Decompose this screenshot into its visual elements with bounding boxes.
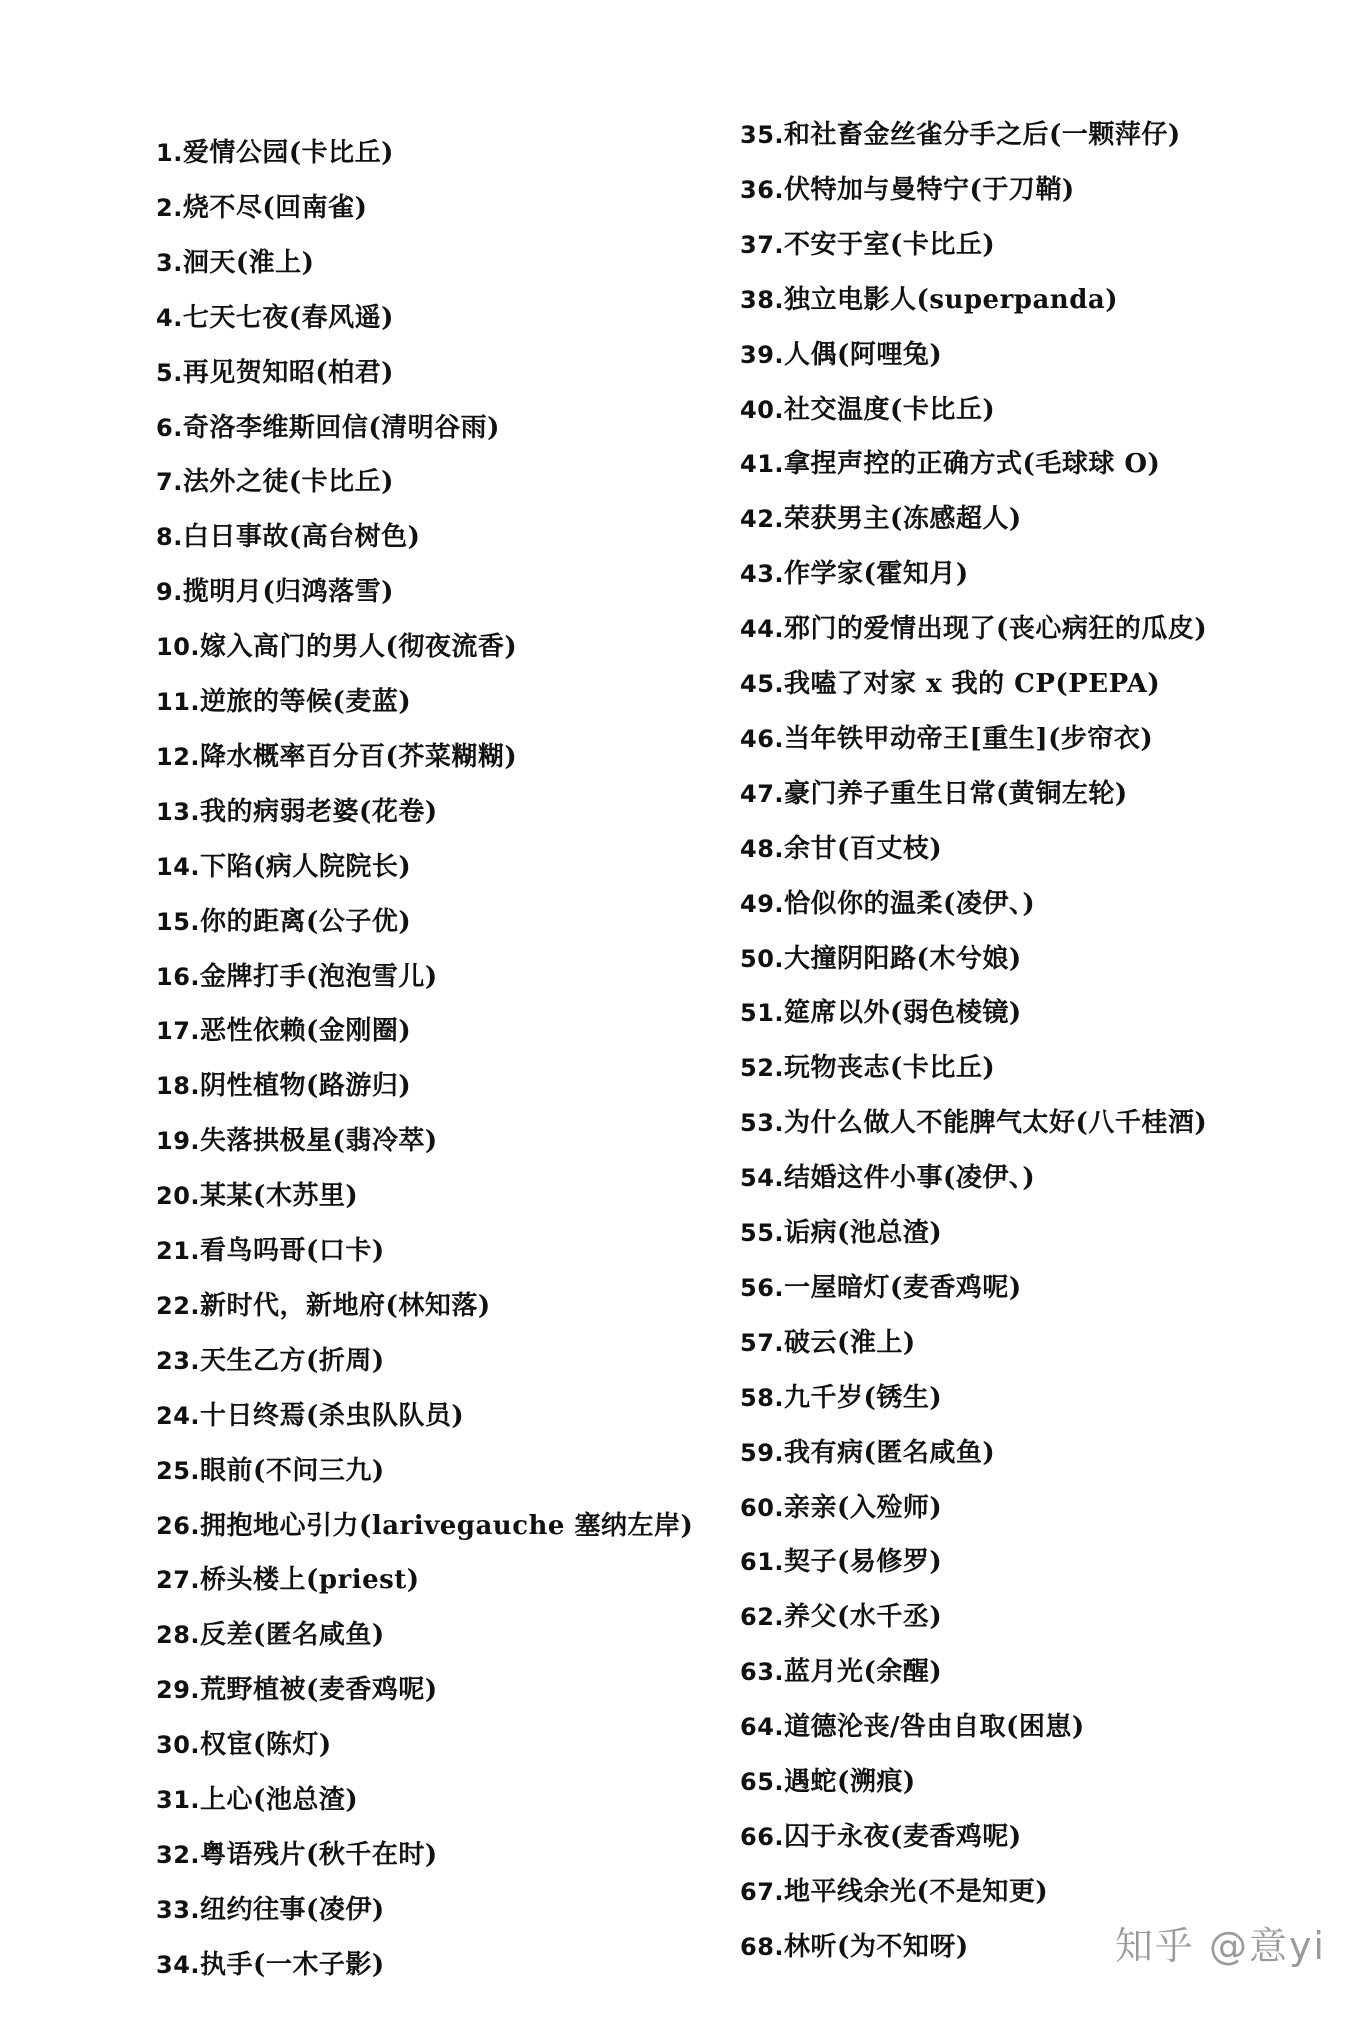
list-item <box>740 1545 942 1579</box>
list-item <box>740 502 1022 536</box>
list-item <box>156 136 394 170</box>
item-title: 天生乙方(折周) <box>200 1345 385 1376</box>
list-item <box>740 557 969 591</box>
list-item <box>156 411 500 445</box>
list-item <box>156 1838 438 1872</box>
item-number: 7. <box>156 468 183 497</box>
item-title: 人偶(阿哩兔) <box>784 339 943 370</box>
list-item <box>740 1655 942 1689</box>
item-number: 19. <box>156 1127 201 1156</box>
item-title: 地平线余光(不是知更) <box>784 1876 1049 1907</box>
list-item <box>740 1436 995 1470</box>
list-item <box>740 118 1181 152</box>
item-number: 27. <box>156 1566 201 1595</box>
item-title: 粤语残片(秋千在时) <box>200 1839 438 1870</box>
item-title: 豪门养子重生日常(黄铜左轮) <box>784 778 1128 809</box>
list-item <box>156 1179 358 1213</box>
item-number: 25. <box>156 1456 201 1485</box>
item-title: 契子(易修罗) <box>784 1547 943 1578</box>
item-number: 52. <box>740 1054 785 1083</box>
item-number: 34. <box>156 1950 201 1979</box>
item-title: 揽明月(归鸿落雪) <box>182 577 394 608</box>
list-item <box>740 667 1160 701</box>
item-title: 阴性植物(路游归) <box>200 1071 412 1102</box>
item-number: 22. <box>156 1291 201 1320</box>
item-number: 1. <box>156 139 183 167</box>
item-title: 白日事故(高台树色) <box>182 522 421 553</box>
item-title: 权宦(陈灯) <box>200 1730 332 1761</box>
item-number: 68. <box>740 1932 785 1961</box>
item-number: 5. <box>156 358 183 387</box>
item-title: 恶性依赖(金刚圈) <box>200 1016 412 1047</box>
item-number: 15. <box>156 907 201 936</box>
item-number: 37. <box>740 230 785 259</box>
item-title: 遇蛇(溯痕) <box>784 1767 916 1797</box>
list-item <box>740 887 1035 921</box>
list-item <box>156 246 314 280</box>
item-title: 拥抱地心引力(larivegauche 塞纳左岸) <box>200 1510 694 1541</box>
list-item <box>740 338 942 372</box>
list-item <box>740 1930 969 1964</box>
item-title: 烧不尽(回南雀) <box>182 192 368 223</box>
item-number: 54. <box>740 1164 785 1193</box>
list-item <box>156 1618 385 1652</box>
item-title: 十日终焉(杀虫队队员) <box>200 1400 465 1431</box>
item-number: 13. <box>156 797 201 826</box>
item-number: 59. <box>740 1438 785 1467</box>
item-number: 33. <box>156 1895 201 1924</box>
item-number: 53. <box>740 1109 785 1138</box>
item-title: 当年铁甲动帝王[重生](步帘衣) <box>784 723 1154 754</box>
list-item <box>156 575 394 609</box>
item-number: 17. <box>156 1017 201 1046</box>
item-title: 作学家(霍知月) <box>784 559 969 590</box>
list-item <box>156 1509 693 1543</box>
item-title: 社交温度(卡比丘) <box>784 394 996 425</box>
list-item <box>740 777 1128 811</box>
list-item <box>740 612 1207 646</box>
item-title: 某某(木苏里) <box>200 1181 359 1212</box>
item-title: 失落拱极星(翡冷萃) <box>200 1126 438 1157</box>
list-item <box>156 685 411 719</box>
list-item <box>156 1069 411 1103</box>
list-item <box>740 1491 942 1525</box>
list-item <box>156 795 438 829</box>
item-number: 62. <box>740 1603 785 1632</box>
item-title: 九千岁(锈生) <box>784 1382 943 1413</box>
list-item <box>156 960 438 994</box>
list-item <box>156 356 394 390</box>
item-number: 67. <box>740 1877 785 1906</box>
item-title: 我嗑了对家 x 我的 CP(PEPA) <box>784 669 1161 699</box>
item-title: 余甘(百丈枝) <box>784 833 943 864</box>
item-number: 12. <box>156 742 201 771</box>
item-title: 桥头楼上(priest) <box>200 1565 420 1596</box>
item-number: 8. <box>156 523 183 552</box>
item-number: 66. <box>740 1822 785 1851</box>
item-title: 逆旅的等候(麦蓝) <box>200 687 412 717</box>
item-number: 14. <box>156 852 201 881</box>
item-number: 28. <box>156 1621 201 1650</box>
item-title: 降水概率百分百(芥菜糊糊) <box>200 741 518 772</box>
item-title: 破云(淮上) <box>784 1327 916 1358</box>
item-title: 上心(池总渣) <box>200 1785 359 1815</box>
item-number: 4. <box>156 303 183 332</box>
list-item <box>156 905 411 939</box>
list-item <box>156 1399 464 1433</box>
item-number: 60. <box>740 1493 785 1522</box>
list-item <box>740 228 995 262</box>
item-title: 蓝月光(余醒) <box>784 1657 943 1688</box>
item-number: 30. <box>156 1731 201 1760</box>
item-number: 48. <box>740 834 785 863</box>
item-title: 拿捏声控的正确方式(毛球球 O) <box>784 449 1161 480</box>
item-number: 47. <box>740 779 785 808</box>
item-title: 不安于室(卡比丘) <box>784 229 996 260</box>
item-title: 眼前(不问三九) <box>200 1455 385 1486</box>
item-number: 32. <box>156 1840 201 1869</box>
item-title: 为什么做人不能脾气太好(八千桂酒) <box>784 1108 1208 1139</box>
item-number: 56. <box>740 1273 785 1302</box>
list-item <box>156 191 367 225</box>
item-title: 荒野植被(麦香鸡呢) <box>200 1675 438 1706</box>
item-title: 法外之徒(卡比丘) <box>182 467 394 498</box>
item-title: 囚于永夜(麦香鸡呢) <box>784 1821 1022 1852</box>
list-item <box>156 1673 438 1707</box>
list-item <box>740 1875 1048 1909</box>
item-number: 35. <box>740 121 785 149</box>
item-number: 10. <box>156 633 201 662</box>
item-number: 16. <box>156 962 201 991</box>
item-title: 筵席以外(弱色棱镜) <box>784 998 1022 1029</box>
item-title: 一屋暗灯(麦香鸡呢) <box>784 1272 1022 1303</box>
list-item <box>156 520 420 554</box>
list-item <box>156 1893 385 1927</box>
list-item <box>156 1454 385 1488</box>
item-title: 执手(一木子影) <box>200 1949 385 1980</box>
list-item <box>156 1783 358 1817</box>
list-item <box>740 1326 916 1360</box>
list-item <box>740 283 1118 317</box>
list-item <box>740 1600 942 1634</box>
list-item <box>156 465 394 499</box>
item-title: 洄天(淮上) <box>182 247 315 278</box>
list-item <box>740 1161 1035 1195</box>
item-title: 荣获男主(冻感超人) <box>784 504 1022 535</box>
list-item <box>156 630 517 664</box>
list-item <box>740 173 1075 207</box>
item-title: 我的病弱老婆(花卷) <box>200 796 438 827</box>
item-number: 38. <box>740 285 785 314</box>
item-number: 51. <box>740 999 785 1028</box>
list-item <box>740 1381 942 1415</box>
list-item <box>156 1948 385 1982</box>
list-item <box>156 1289 491 1323</box>
item-title: 邪门的爱情出现了(丧心病狂的瓜皮) <box>784 614 1208 645</box>
item-number: 36. <box>740 175 785 204</box>
list-item <box>740 1271 1022 1305</box>
list-item <box>740 1820 1022 1854</box>
item-number: 40. <box>740 395 785 424</box>
item-title: 反差(匿名咸鱼) <box>200 1620 385 1651</box>
list-item <box>740 1106 1207 1140</box>
list-item <box>740 722 1153 756</box>
item-title: 和社畜金丝雀分手之后(一颗萍仔) <box>784 120 1181 150</box>
item-title: 纽约往事(凌伊) <box>200 1894 385 1925</box>
item-title: 你的距离(公子优) <box>200 906 412 937</box>
item-title: 爱情公园(卡比丘) <box>182 138 394 168</box>
item-number: 55. <box>740 1219 785 1247</box>
list-item <box>740 996 1022 1030</box>
list-item <box>156 301 394 335</box>
item-title: 诟病(池总渣) <box>784 1218 943 1248</box>
list-item <box>740 1051 995 1085</box>
item-number: 3. <box>156 248 183 277</box>
list-item <box>740 832 942 866</box>
item-number: 29. <box>156 1676 201 1705</box>
list-item <box>740 393 995 427</box>
list-item <box>740 1765 916 1799</box>
list-item <box>156 740 517 774</box>
item-title: 结婚这件小事(凌伊、) <box>784 1163 1036 1194</box>
item-title: 嫁入高门的男人(彻夜流香) <box>200 632 518 663</box>
zhihu-watermark: 知乎 @意yi <box>1114 1924 1326 1968</box>
list-item <box>740 1710 1085 1744</box>
item-number: 9. <box>156 578 183 607</box>
item-number: 50. <box>740 944 785 973</box>
item-number: 20. <box>156 1182 201 1211</box>
item-number: 6. <box>156 413 183 442</box>
item-title: 奇洛李维斯回信(清明谷雨) <box>182 412 500 443</box>
item-title: 看鸟吗哥(口卡) <box>200 1236 385 1266</box>
list-item <box>156 1563 420 1597</box>
item-number: 42. <box>740 505 785 534</box>
item-number: 23. <box>156 1346 201 1375</box>
item-number: 64. <box>740 1713 785 1742</box>
list-item <box>740 1216 942 1250</box>
item-title: 林听(为不知呀) <box>784 1931 969 1962</box>
item-number: 44. <box>740 615 785 644</box>
item-number: 11. <box>156 688 201 716</box>
list-item <box>156 1234 385 1268</box>
list-item <box>156 850 411 884</box>
item-title: 道德沦丧/咎由自取(困崽) <box>784 1712 1085 1743</box>
item-number: 65. <box>740 1768 785 1796</box>
item-title: 玩物丧志(卡比丘) <box>784 1053 996 1084</box>
item-number: 18. <box>156 1072 201 1101</box>
list-item <box>156 1344 385 1378</box>
list-item <box>156 1014 411 1048</box>
item-number: 57. <box>740 1328 785 1357</box>
item-title: 亲亲(入殓师) <box>784 1492 943 1523</box>
item-title: 新时代，新地府(林知落) <box>200 1290 491 1321</box>
item-number: 31. <box>156 1786 201 1814</box>
item-number: 61. <box>740 1548 785 1577</box>
item-number: 41. <box>740 450 785 479</box>
item-title: 养父(水千丞) <box>784 1602 943 1633</box>
item-number: 26. <box>156 1511 201 1540</box>
item-number: 45. <box>740 670 785 698</box>
item-number: 24. <box>156 1401 201 1430</box>
item-title: 我有病(匿名咸鱼) <box>784 1437 996 1468</box>
item-title: 恰似你的温柔(凌伊、) <box>784 888 1036 919</box>
item-title: 金牌打手(泡泡雪儿) <box>200 961 438 992</box>
item-number: 2. <box>156 193 183 222</box>
item-title: 七天七夜(春风遥) <box>182 302 394 333</box>
list-item <box>740 447 1160 481</box>
item-number: 43. <box>740 560 785 589</box>
item-number: 49. <box>740 889 785 918</box>
item-number: 39. <box>740 340 785 369</box>
item-number: 58. <box>740 1383 785 1412</box>
list-item <box>156 1728 332 1762</box>
list-item <box>740 942 1022 976</box>
item-number: 46. <box>740 724 785 753</box>
item-title: 大撞阴阳路(木兮娘) <box>784 943 1022 974</box>
list-item <box>156 1124 438 1158</box>
item-number: 21. <box>156 1237 201 1265</box>
item-title: 独立电影人(superpanda) <box>784 284 1119 315</box>
item-title: 伏特加与曼特宁(于刀鞘) <box>784 174 1075 205</box>
item-title: 下陷(病人院院长) <box>200 851 412 882</box>
item-title: 再见贺知昭(柏君) <box>182 357 394 388</box>
item-number: 63. <box>740 1658 785 1687</box>
